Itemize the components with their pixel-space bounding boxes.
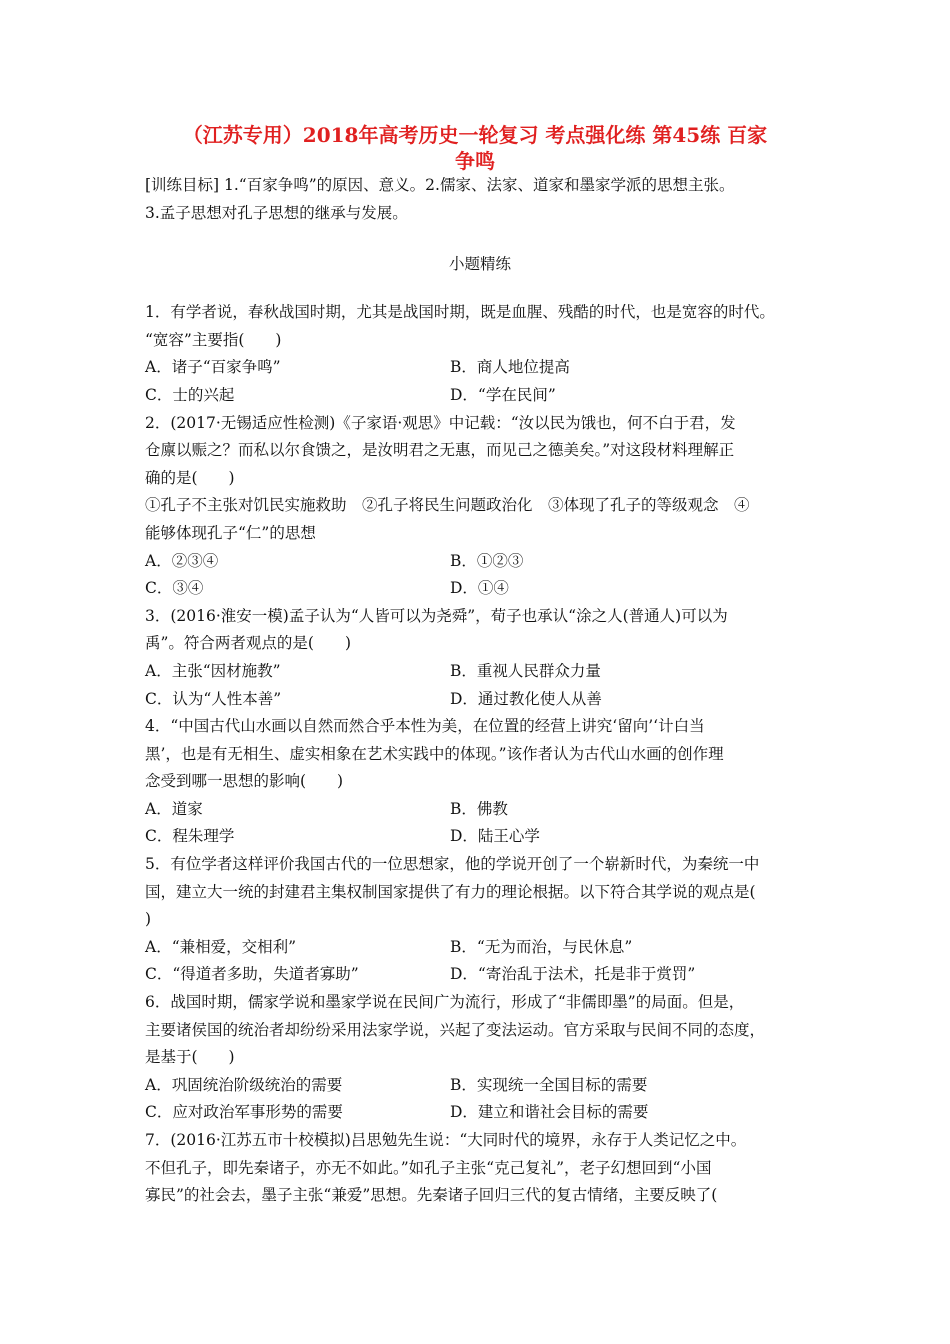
option-row <box>145 382 815 410</box>
answer-option: B．商人地位提高 <box>450 358 570 377</box>
question-stem-line: 6．战国时期，儒家学说和墨家学说在民间广为流行，形成了“非儒即墨”的局面。但是， <box>145 993 745 1012</box>
option-row <box>145 1099 815 1127</box>
answer-option: D．建立和谐社会目标的需要 <box>450 1103 649 1122</box>
question-item <box>145 603 815 713</box>
training-goal-line-2: 3.孟子思想对孔子思想的继承与发展。 <box>145 203 408 222</box>
question-list <box>145 299 815 1210</box>
answer-option: D．“寄治乱于法术，托是非于赏罚” <box>450 965 696 984</box>
question-stem-line: 能够体现孔子“仁”的思想 <box>145 523 316 542</box>
question-stem-line: 7．(2016·江苏五市十校模拟)吕思勉先生说：“大同时代的境界，永存于人类记忆之中。 <box>145 1131 747 1149</box>
option-row <box>145 796 815 824</box>
question-stem-line: 确的是( ) <box>145 468 235 487</box>
answer-option: A．诸子“百家争鸣” <box>145 358 281 377</box>
answer-option: B．“无为而治，与民休息” <box>450 937 633 956</box>
option-row <box>145 686 815 714</box>
question-stem-line: 寡民”的社会去，墨子主张“兼爱”思想。先秦诸子回归三代的复古情绪，主要反映了( <box>145 1186 718 1205</box>
answer-option: A．道家 <box>145 799 203 818</box>
answer-option: C．认为“人性本善” <box>145 689 282 708</box>
option-row <box>145 575 815 603</box>
question-stem-line: 4．“中国古代山水画以自然而然合乎本性为美，在位置的经营上讲究‘留向’‘计白当 <box>145 717 705 736</box>
question-stem-line: ①孔子不主张对饥民实施救助 ②孔子将民生问题政治化 ③体现了孔子的等级观念 ④ <box>145 496 750 515</box>
question-stem-line: 是基于( ) <box>145 1048 235 1067</box>
question-stem-line: 2．(2017·无锡适应性检测)《子家语·观思》中记载：“汝以民为饿也，何不白于君，发 <box>145 413 736 432</box>
option-row <box>145 823 815 851</box>
answer-option: A．②③④ <box>145 551 219 570</box>
question-item <box>145 851 815 989</box>
title-line-2: 争鸣 <box>455 149 495 173</box>
section-heading: 小题精练 <box>448 255 511 274</box>
question-stem-line: 主要诸侯国的统治者却纷纷采用法家学说，兴起了变法运动。官方采取与民间不同的态度， <box>145 1020 766 1039</box>
answer-option: D．①④ <box>450 579 509 598</box>
question-item <box>145 299 815 409</box>
answer-option: C．应对政治军事形势的需要 <box>145 1103 343 1122</box>
option-row <box>145 961 815 989</box>
document-title <box>120 122 830 174</box>
question-item <box>145 713 815 851</box>
option-row <box>145 934 815 962</box>
answer-option: C．③④ <box>145 579 204 598</box>
answer-option: B．实现统一全国目标的需要 <box>450 1075 648 1094</box>
answer-option: D．陆王心学 <box>450 827 540 846</box>
document-body <box>145 172 815 1210</box>
question-stem-line: 不但孔子，即先秦诸子，亦无不如此。”如孔子主张“克己复礼”，老子幻想回到“小国 <box>145 1158 712 1177</box>
answer-option: D．“学在民间” <box>450 385 556 404</box>
question-stem-line: ) <box>145 910 152 929</box>
answer-option: D．通过教化使人从善 <box>450 689 602 708</box>
answer-option: A．主张“因材施教” <box>145 661 281 680</box>
answer-option: B．①②③ <box>450 551 524 570</box>
option-row <box>145 354 815 382</box>
answer-option: C．“得道者多助，失道者寡助” <box>145 965 359 984</box>
question-stem-line: “宽容”主要指( ) <box>145 330 282 349</box>
answer-option: C．程朱理学 <box>145 827 235 846</box>
question-stem-line: 3．(2016·淮安一模)孟子认为“人皆可以为尧舜”，荀子也承认“涂之人(普通人)可以为 <box>145 606 728 625</box>
answer-option: A．巩固统治阶级统治的需要 <box>145 1075 343 1094</box>
question-stem-line: 1．有学者说，春秋战国时期，尤其是战国时期，既是血腥、残酷的时代，也是宽容的时代。 <box>145 303 775 322</box>
answer-option: C．士的兴起 <box>145 385 235 404</box>
question-stem-line: 黑’，也是有无相生、虚实相象在艺术实践中的体现。”该作者认为古代山水画的创作理 <box>145 744 724 763</box>
training-goal-line-1: [训练目标] 1.“百家争鸣”的原因、意义。2.儒家、法家、道家和墨家学派的思想主张。 <box>145 176 735 194</box>
option-row <box>145 1072 815 1100</box>
answer-option: B．重视人民群众力量 <box>450 661 601 680</box>
question-stem-line: 念受到哪一思想的影响( ) <box>145 772 344 791</box>
title-line-1: （江苏专用）2018年高考历史一轮复习 考点强化练 第45练 百家 <box>182 123 768 147</box>
answer-option: B．佛教 <box>450 799 508 818</box>
option-row <box>145 548 815 576</box>
question-stem-line: 禹”。符合两者观点的是( ) <box>145 634 352 653</box>
question-item <box>145 1127 815 1210</box>
question-stem-line: 国，建立大一统的封建君主集权制国家提供了有力的理论根据。以下符合其学说的观点是( <box>145 882 756 901</box>
question-item <box>145 410 815 603</box>
question-stem-line: 仓廪以赈之？而私以尔食馈之，是汝明君之无惠，而见己之德美矣。”对这段材料理解正 <box>145 441 735 460</box>
option-row <box>145 658 815 686</box>
question-item <box>145 989 815 1127</box>
question-stem-line: 5．有位学者这样评价我国古代的一位思想家，他的学说开创了一个崭新时代，为秦统一中 <box>145 855 760 874</box>
answer-option: A．“兼相爱，交相利” <box>145 937 297 956</box>
